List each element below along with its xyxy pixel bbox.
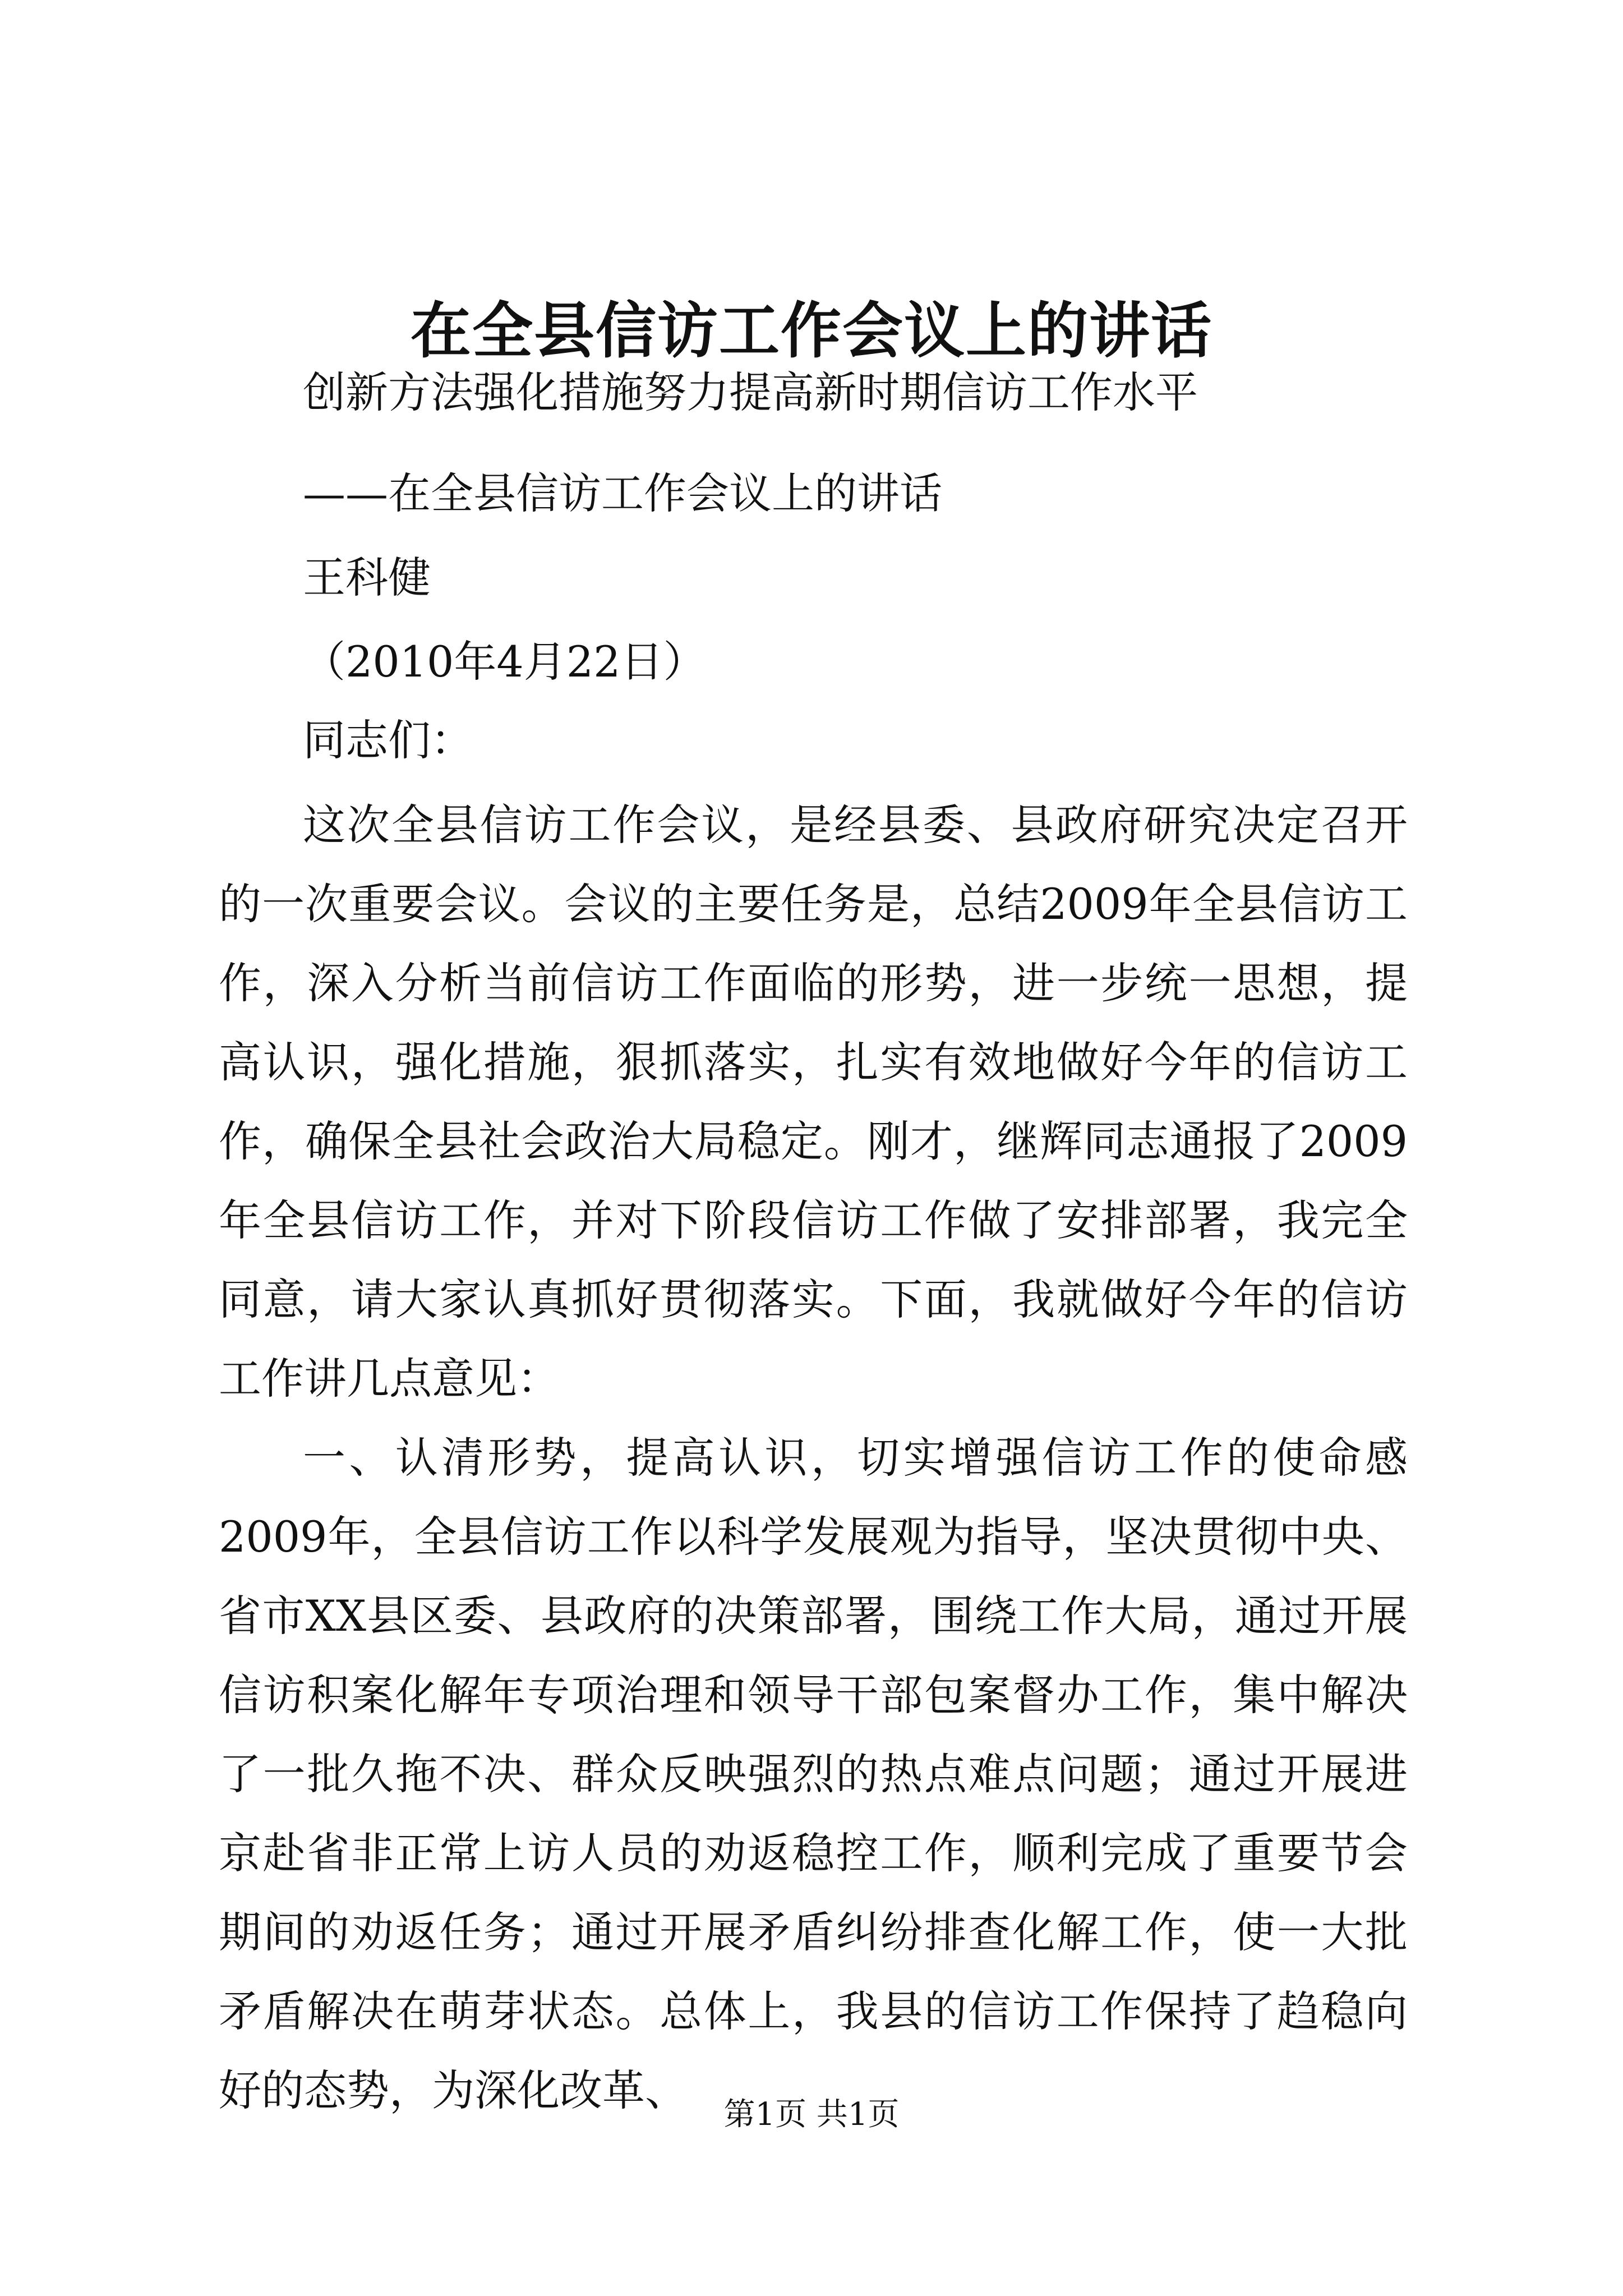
document-subtitle: 创新方法强化措施努力提高新时期信访工作水平 [303, 367, 1198, 417]
body-paragraph: 这次全县信访工作会议，是经县委、县政府研究决定召开的一次重要会议。会议的主要任务是，总结2009年全县信访工作，深入分析当前信访工作面临的形势，进一步统一思想，提高认识，强化措施，狠抓落实，扎实有效地做好今年的信访工作，确保全县社会政治大局稳定。刚才，继辉同志通报了2009年全县信访工作，并对下阶段信访工作做了安排部署，我完全同意，请大家认真抓好贯彻落实。下面，我就做好今年的信访工作讲几点意见： [219, 800, 1408, 1404]
document-title: 在全县信访工作会议上的讲话 [410, 296, 1212, 366]
body-paragraph: 一、认清形势，提高认识，切实增强信访工作的使命感2009年，全县信访工作以科学发展观为指导，坚决贯彻中央、省市XX县区委、县政府的决策部署，围绕工作大局，通过开展信访积案化解年专项治理和领导干部包案督办工作，集中解决了一批久拖不决、群众反映强烈的热点难点问题；通过开展进京赴省非正常上访人员的劝返稳控工作，顺利完成了重要节会期间的劝返任务；通过开展矛盾纠纷排查化解工作，使一大批矛盾解决在萌芽状态。总体上，我县的信访工作保持了趋稳向好的态势，为深化改革、 [219, 1433, 1408, 2115]
author-name: 王科健 [303, 553, 431, 602]
speech-date: （2010年4月22日） [303, 637, 706, 687]
page-footer: 第1页 共1页 [723, 2096, 900, 2133]
salutation: 同志们： [303, 715, 473, 765]
document-subheading: ——在全县信访工作会议上的讲话 [303, 468, 942, 518]
document-body [219, 785, 1408, 2130]
